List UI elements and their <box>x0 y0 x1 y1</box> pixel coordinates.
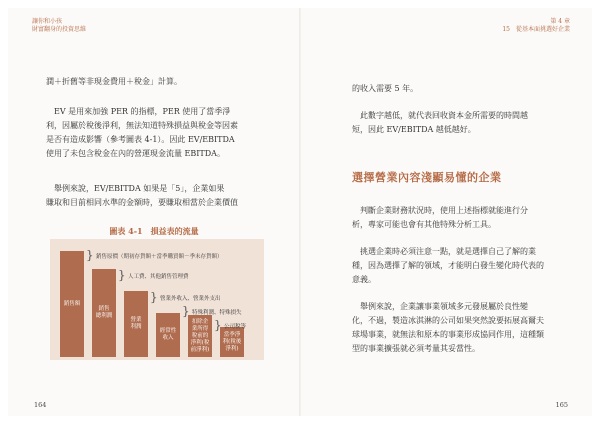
left-paragraph-2 <box>46 105 238 161</box>
right-page <box>300 8 592 416</box>
note-extraordinary: 特殊利潤、特殊損失 <box>192 310 242 316</box>
text-line: 化，不過，製造冰淇淋的公司如果突然說要拓展高爾夫 <box>352 316 544 325</box>
note-corporate-tax: 公司稅等 <box>224 324 247 330</box>
text-line: 賺取和目前相同水準的金額時，要賺取相當於企業價值 <box>46 198 238 207</box>
bar-pretax-income <box>188 315 212 357</box>
left-header-line1: 讓你和小孩 <box>32 18 63 25</box>
text-line: 舉例來說，企業讓事業領域多元發展屬於良性變 <box>360 302 528 311</box>
note-cost-of-sales: 銷售原價（期初存貨額＋當季購買額－季末存貨額） <box>96 254 223 260</box>
bar-label-line: 銷售額 <box>63 300 81 307</box>
bar-net-income <box>220 327 244 357</box>
bar-label-line: 稅前的 <box>191 332 209 339</box>
left-paragraph-1 <box>46 75 182 89</box>
bar-label-line: 總利潤 <box>95 313 113 319</box>
text-line: 種，因為選擇了解的領域，才能明白發生變化時代表的 <box>352 261 544 270</box>
text-line: 的收入需要 5 年。 <box>352 84 419 93</box>
note-non-operating: 營業外收入、營業外支出 <box>160 296 221 302</box>
figure-title: 圖表 4-1 損益表的流量 <box>109 226 199 236</box>
text-line: 使用了未包含稅金在內的營運現金流量 EBITDA。 <box>46 149 225 158</box>
bar-gross-profit <box>92 269 116 357</box>
text-line: 析，專家可能也會有其他特殊分析工具。 <box>352 220 496 229</box>
left-page <box>8 8 300 416</box>
bar-label <box>96 306 113 320</box>
page-number-left: 164 <box>34 401 47 409</box>
brace-icon: } <box>150 290 158 304</box>
text-line: 判斷企業財務狀況時，使用上述指標就能進行分 <box>360 206 528 215</box>
bar-label <box>223 332 242 353</box>
brace-icon: } <box>182 304 190 318</box>
text-line: 是否有造成影響（參考圖表 4-1）。因此 EV/EBITDA <box>46 135 235 144</box>
text-line: 挑選企業時必須注意一點，就是選擇自己了解的業 <box>360 247 536 256</box>
bar-label <box>160 328 177 342</box>
right-running-header <box>502 18 570 34</box>
text-line: 潤＋折舊等非現金費用＋稅金」計算。 <box>46 77 182 86</box>
bar-label-line: 利(稅後 <box>222 338 242 345</box>
left-running-header <box>32 18 86 34</box>
bar-label-line: 前淨利) <box>190 346 210 353</box>
book-spread <box>8 8 592 416</box>
text-line: 舉例來說，EV/EBITDA 如果是「5」，企業如果 <box>54 184 225 193</box>
left-paragraph-3 <box>46 182 238 210</box>
bar-label-line: 扣除企 <box>191 318 209 325</box>
bar-label-line: 銷售 <box>98 306 110 312</box>
bar-label <box>64 301 81 308</box>
bar-label <box>130 317 141 331</box>
bar-label-line: 利潤 <box>130 324 142 330</box>
right-paragraph-2 <box>352 109 528 137</box>
text-line: 型的事業擴張就必須考量其妥當性。 <box>352 344 480 353</box>
right-header-line1: 第 4 章 <box>550 18 570 25</box>
bar-label-line: 業所得 <box>191 325 209 332</box>
bar-label-line: 營業 <box>130 317 142 323</box>
section-heading: 選擇營業內容淺顯易懂的企業 <box>352 171 502 184</box>
bar-sales <box>60 251 84 357</box>
text-line: 利，因屬於稅後淨利，無法知道特殊損益與稅金等因素 <box>46 121 238 130</box>
left-header-line2: 財富翻身的投資思維 <box>32 26 87 33</box>
text-line: 球場事業，就無法和原本的事業形成協同作用，這種類 <box>352 330 544 339</box>
right-header-line2: 15 從基本面挑選好企業 <box>502 26 570 33</box>
text-line: 短，因此 EV/EBITDA 越低越好。 <box>352 125 476 134</box>
income-statement-flow-diagram <box>50 239 264 360</box>
page-number-right: 165 <box>555 401 568 409</box>
note-sga-expenses: 人工費、其他銷售管理費 <box>128 274 189 280</box>
brace-icon: } <box>214 318 222 332</box>
bar-operating-profit <box>124 291 148 357</box>
right-paragraph-4 <box>352 245 544 287</box>
brace-icon: } <box>118 268 126 282</box>
bar-ordinary-income <box>156 313 180 357</box>
text-line: 意義。 <box>352 275 376 284</box>
right-paragraph-3 <box>352 204 528 232</box>
brace-icon: } <box>86 248 94 262</box>
bar-label-line: 淨利) <box>225 345 239 352</box>
text-line: EV 是用來加強 PER 的指標，PER 使用了當季淨 <box>54 107 231 116</box>
bar-label-line: 當季淨 <box>223 331 241 338</box>
text-line: 此數字越低，就代表回收資本金所需要的時間越 <box>360 111 528 120</box>
bar-label <box>191 319 210 354</box>
right-paragraph-5 <box>352 300 544 356</box>
bar-label-line: 經常性 <box>159 328 177 334</box>
bar-label-line: 淨利(稅 <box>190 339 210 346</box>
bar-label-line: 收入 <box>162 335 174 341</box>
right-paragraph-1 <box>352 82 418 96</box>
